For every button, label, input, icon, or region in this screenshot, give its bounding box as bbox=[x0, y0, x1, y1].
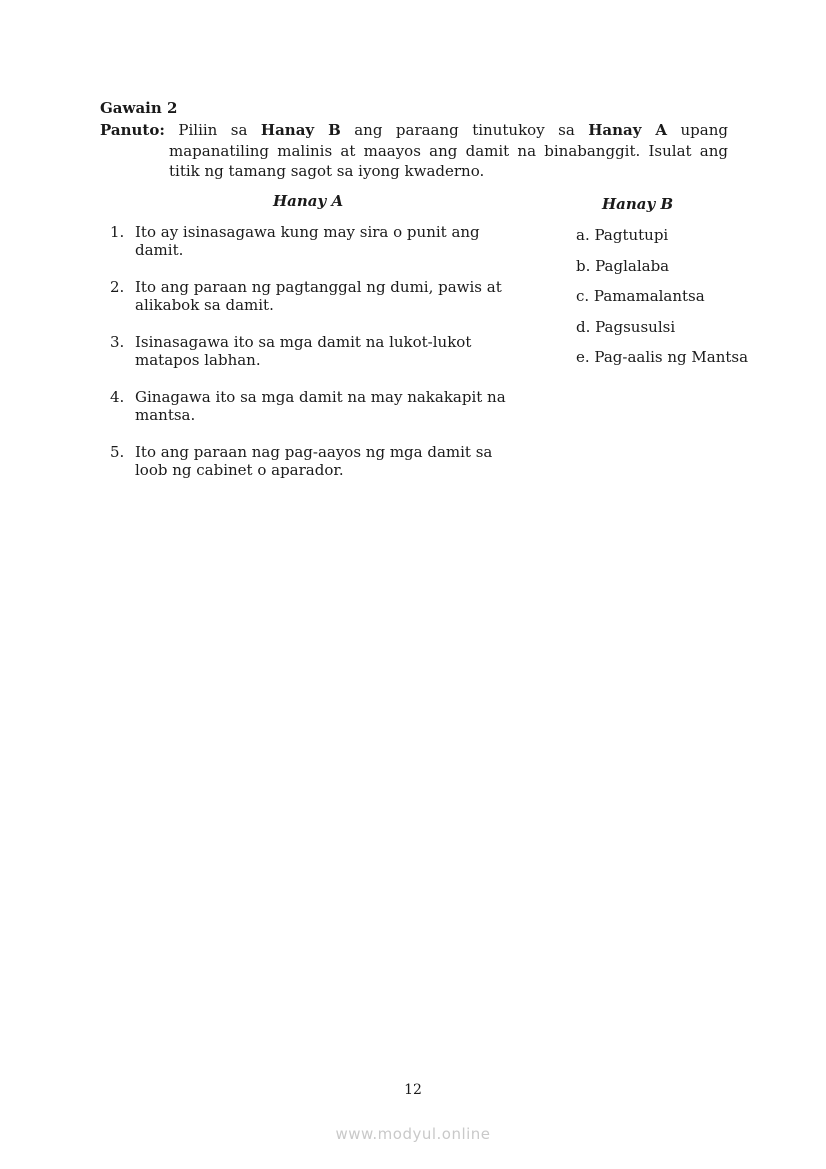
directions-hanay-a: Hanay A bbox=[588, 121, 668, 139]
watermark: www.modyul.online bbox=[335, 1125, 491, 1143]
item-number: 2. bbox=[110, 278, 125, 296]
directions-label: Panuto: bbox=[100, 121, 165, 139]
hanay-b-item: c. Pamamalantsa bbox=[576, 287, 705, 305]
hanay-a-item bbox=[110, 388, 510, 424]
hanay-b-item: e. Pag-aalis ng Mantsa bbox=[576, 348, 749, 366]
item-number: 4. bbox=[110, 388, 125, 406]
hanay-b-heading: Hanay B bbox=[602, 195, 674, 213]
hanay-b-list bbox=[576, 225, 748, 378]
hanay-b-item: a. Pagtutupi bbox=[576, 226, 669, 244]
item-text: Ito ang paraan nag pag-aayos ng mga damit sa loob ng cabinet o aparador. bbox=[135, 443, 493, 479]
hanay-b-item: b. Paglalaba bbox=[576, 256, 670, 275]
hanay-a-list bbox=[110, 223, 510, 498]
hanay-a-heading: Hanay A bbox=[273, 192, 344, 210]
activity-title: Gawain 2 bbox=[100, 99, 178, 117]
item-text: Ito ang paraan ng pagtanggal ng dumi, pawis at alikabok sa damit. bbox=[135, 278, 502, 314]
directions-text-1: Piliin sa bbox=[178, 121, 261, 139]
directions-text-2: ang paraang tinutukoy sa bbox=[340, 121, 589, 139]
hanay-a-item bbox=[110, 223, 510, 259]
directions-text-3: upang mapanatiling malinis at maayos ang damit na binabanggit. Isulat ang titik ng tamang sagot sa iyong kwaderno. bbox=[169, 121, 728, 180]
hanay-a-item bbox=[110, 333, 510, 369]
hanay-a-item bbox=[110, 278, 510, 314]
directions-hanay-b: Hanay B bbox=[260, 121, 341, 139]
item-text: Isinasagawa ito sa mga damit na lukot-lukot matapos labhan. bbox=[135, 333, 472, 369]
item-text: Ginagawa ito sa mga damit na may nakakapit na mantsa. bbox=[135, 388, 506, 424]
item-number: 5. bbox=[110, 443, 125, 461]
hanay-a-item bbox=[110, 443, 510, 479]
item-number: 1. bbox=[110, 223, 125, 241]
item-number: 3. bbox=[110, 333, 125, 351]
directions bbox=[100, 120, 728, 182]
item-text: Ito ay isinasagawa kung may sira o punit ang damit. bbox=[135, 223, 480, 259]
page-number: 12 bbox=[404, 1082, 422, 1098]
hanay-b-item: d. Pagsusulsi bbox=[576, 317, 676, 336]
